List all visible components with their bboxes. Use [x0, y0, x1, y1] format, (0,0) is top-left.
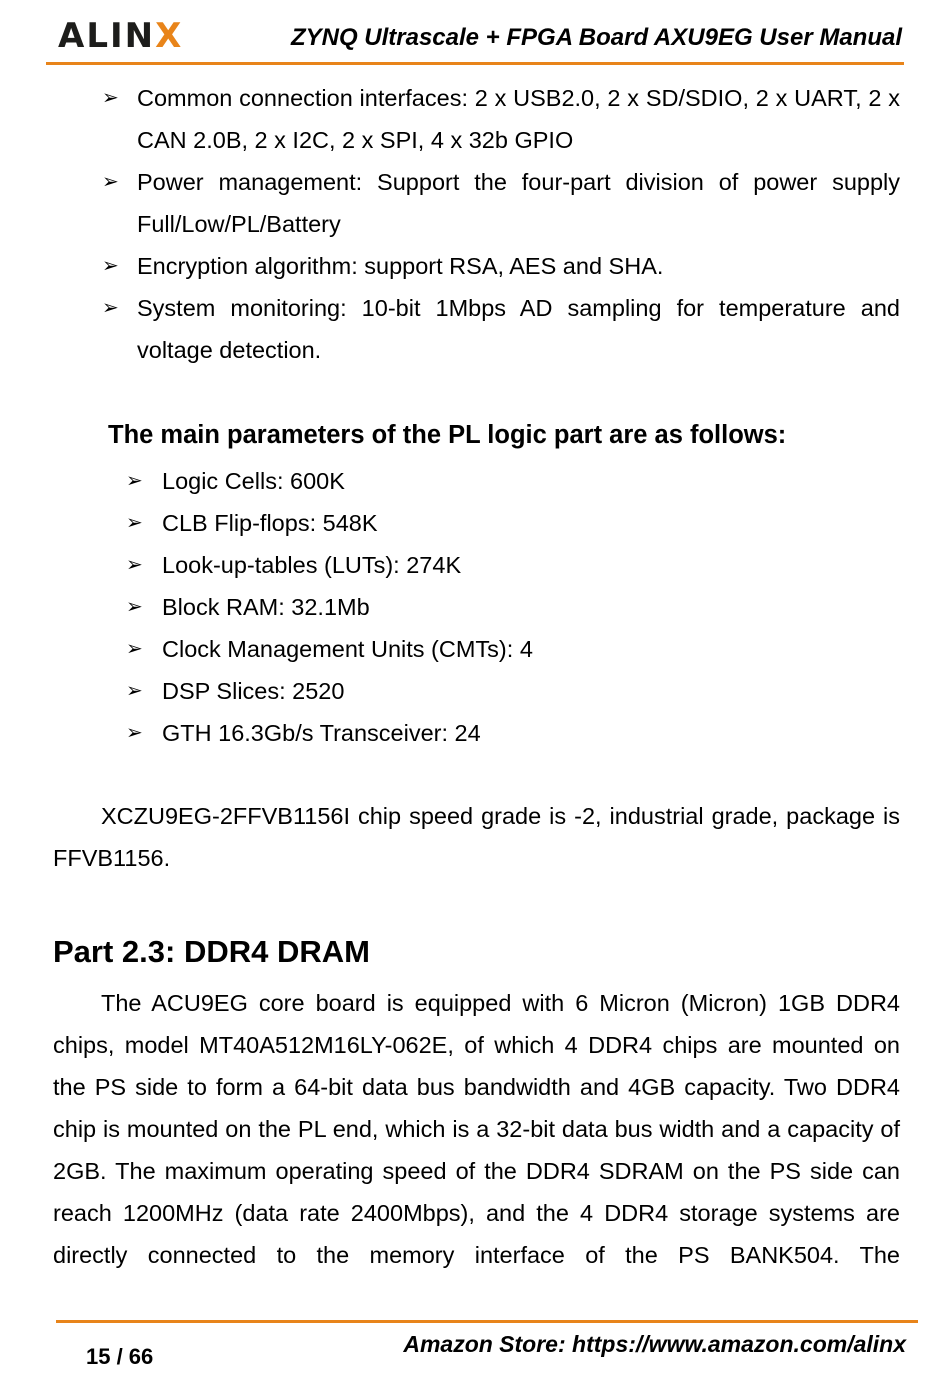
logo-text: ALINX — [58, 16, 184, 56]
footer-divider — [56, 1320, 918, 1323]
arrow-bullet-icon: ➢ — [126, 554, 143, 576]
list-item: ➢ Power management: Support the four-part division of power supply Full/Low/PL/Battery — [102, 161, 900, 245]
list-item: ➢ Encryption algorithm: support RSA, AES and SHA. — [102, 245, 900, 287]
list-item: ➢ CLB Flip-flops: 548K — [126, 502, 826, 544]
speed-grade-paragraph: XCZU9EG-2FFVB1156I chip speed grade is -2, industrial grade, package is FFVB1156. — [53, 803, 900, 871]
list-item: ➢ Logic Cells: 600K — [126, 460, 826, 502]
list-item: ➢ Clock Management Units (CMTs): 4 — [126, 628, 826, 670]
pl-params-heading: The main parameters of the PL logic part are as follows: — [108, 421, 787, 449]
list-item: ➢ Common connection interfaces: 2 x USB2.0, 2 x SD/SDIO, 2 x UART, 2 x CAN 2.0B, 2 x I2C, 2 x SPI, 4 x 32b GPIO — [102, 77, 900, 161]
pl-params-list — [126, 460, 826, 754]
arrow-bullet-icon: ➢ — [102, 171, 119, 193]
arrow-bullet-icon: ➢ — [126, 680, 143, 702]
list-item: ➢ Block RAM: 32.1Mb — [126, 586, 826, 628]
arrow-bullet-icon: ➢ — [102, 255, 119, 277]
ps-feature-list — [102, 77, 900, 371]
list-item: ➢ System monitoring: 10-bit 1Mbps AD sampling for temperature and voltage detection. — [102, 287, 900, 371]
alinx-logo — [58, 16, 183, 56]
list-item: ➢ Look-up-tables (LUTs): 274K — [126, 544, 826, 586]
arrow-bullet-icon: ➢ — [126, 512, 143, 534]
arrow-bullet-icon: ➢ — [102, 297, 119, 319]
arrow-bullet-icon: ➢ — [126, 638, 143, 660]
manual-title: ZYNQ Ultrascale + FPGA Board AXU9EG User Manual — [290, 24, 902, 51]
arrow-bullet-icon: ➢ — [126, 722, 143, 744]
arrow-bullet-icon: ➢ — [126, 596, 143, 618]
page-number: 15 / 66 — [86, 1344, 154, 1369]
list-item: ➢ GTH 16.3Gb/s Transceiver: 24 — [126, 712, 826, 754]
header-divider — [46, 62, 904, 65]
amazon-store-link[interactable]: Amazon Store: https://www.amazon.com/alinx — [403, 1331, 906, 1357]
ddr4-paragraph: The ACU9EG core board is equipped with 6 Micron (Micron) 1GB DDR4 chips, model MT40A512M16LY-062E, of which 4 DDR4 chips are mounted on the PS side to form a 64-bit data bus bandwidth and 4GB capacity. Two DDR4 chip is mounted on the PL end, which is a 32-bit data bus width and a capacity of 2GB. The maximum operating speed of the DDR4 SDRAM on the PS side can reach 1200MHz (data rate 2400Mbps), and the 4 DDR4 storage systems are directly connected to the memory interface of the PS BANK504. The — [53, 990, 900, 1268]
arrow-bullet-icon: ➢ — [102, 87, 119, 109]
section-heading: Part 2.3: DDR4 DRAM — [53, 934, 370, 969]
arrow-bullet-icon: ➢ — [126, 470, 143, 492]
list-item: ➢ DSP Slices: 2520 — [126, 670, 826, 712]
